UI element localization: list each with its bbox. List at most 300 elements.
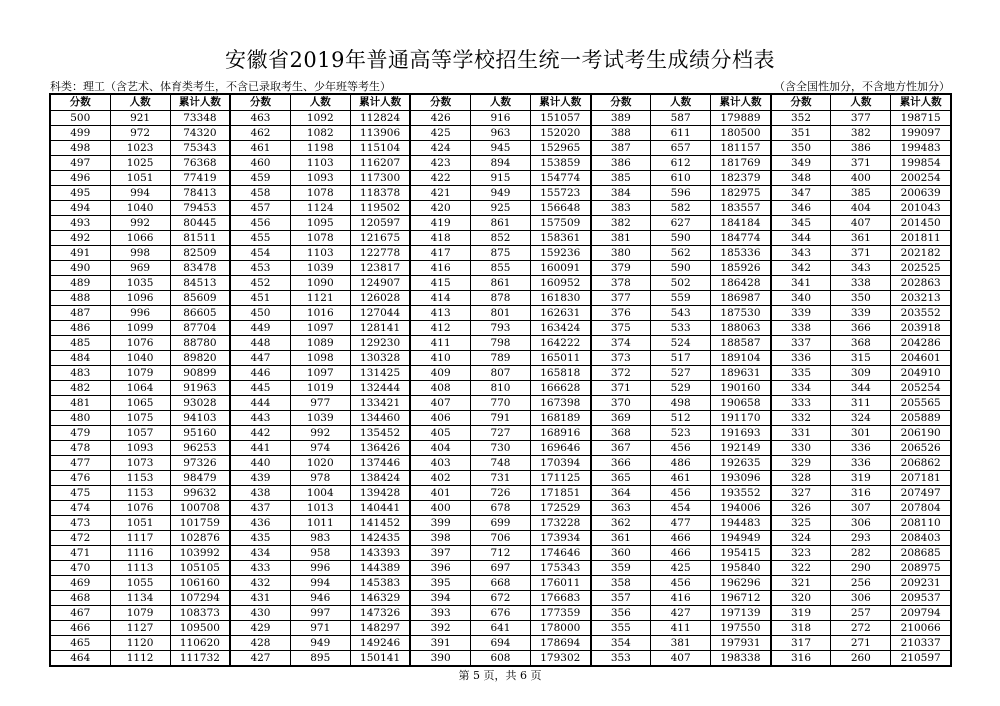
table-cell: 413: [410, 306, 470, 321]
table-cell: 101759: [170, 516, 230, 531]
table-cell: 488: [50, 291, 110, 306]
table-cell: 559: [651, 291, 711, 306]
table-cell: 1097: [290, 366, 350, 381]
table-cell: 204286: [891, 336, 951, 351]
table-cell: 321: [771, 576, 831, 591]
table-cell: 1064: [110, 381, 170, 396]
table-row: [50, 306, 951, 321]
table-cell: 194949: [711, 531, 771, 546]
table-cell: 209231: [891, 576, 951, 591]
table-row: [50, 486, 951, 501]
table-cell: 498: [651, 396, 711, 411]
table-row: [50, 531, 951, 546]
table-cell: 88780: [170, 336, 230, 351]
table-cell: 206190: [891, 426, 951, 441]
table-cell: 118378: [350, 186, 410, 201]
table-cell: 415: [410, 276, 470, 291]
table-cell: 977: [290, 396, 350, 411]
table-cell: 1035: [110, 276, 170, 291]
table-cell: 427: [651, 606, 711, 621]
table-cell: 487: [50, 306, 110, 321]
table-cell: 207181: [891, 471, 951, 486]
table-cell: 192635: [711, 456, 771, 471]
table-cell: 398: [410, 531, 470, 546]
table-cell: 1116: [110, 546, 170, 561]
table-cell: 878: [470, 291, 530, 306]
table-cell: 386: [591, 156, 651, 171]
table-cell: 395: [410, 576, 470, 591]
table-cell: 185926: [711, 261, 771, 276]
table-cell: 145383: [350, 576, 410, 591]
table-cell: 256: [831, 576, 891, 591]
table-row: [50, 501, 951, 516]
table-cell: 191170: [711, 411, 771, 426]
col-header: 人数: [470, 94, 530, 111]
table-row: [50, 441, 951, 456]
table-cell: 1075: [110, 411, 170, 426]
table-cell: 207804: [891, 501, 951, 516]
table-cell: 184774: [711, 231, 771, 246]
table-cell: 748: [470, 456, 530, 471]
table-cell: 345: [771, 216, 831, 231]
table-cell: 189631: [711, 366, 771, 381]
table-cell: 996: [110, 306, 170, 321]
table-cell: 423: [410, 156, 470, 171]
table-cell: 1076: [110, 501, 170, 516]
table-cell: 335: [771, 366, 831, 381]
table-cell: 921: [110, 111, 170, 126]
table-cell: 855: [470, 261, 530, 276]
table-cell: 434: [230, 546, 290, 561]
table-cell: 102876: [170, 531, 230, 546]
table-cell: 209537: [891, 591, 951, 606]
table-cell: 1039: [290, 411, 350, 426]
table-cell: 456: [651, 576, 711, 591]
table-cell: 627: [651, 216, 711, 231]
table-cell: 992: [290, 426, 350, 441]
table-cell: 1117: [110, 531, 170, 546]
table-cell: 499: [50, 126, 110, 141]
table-cell: 428: [230, 636, 290, 651]
table-cell: 371: [591, 381, 651, 396]
table-cell: 1098: [290, 351, 350, 366]
table-cell: 1076: [110, 336, 170, 351]
table-cell: 1093: [110, 441, 170, 456]
table-cell: 435: [230, 531, 290, 546]
table-cell: 186428: [711, 276, 771, 291]
table-cell: 441: [230, 441, 290, 456]
col-header: 人数: [651, 94, 711, 111]
table-cell: 672: [470, 591, 530, 606]
table-row: [50, 186, 951, 201]
table-cell: 180500: [711, 126, 771, 141]
table-cell: 293: [831, 531, 891, 546]
table-cell: 443: [230, 411, 290, 426]
table-cell: 403: [410, 456, 470, 471]
col-header: 人数: [290, 94, 350, 111]
table-cell: 86605: [170, 306, 230, 321]
table-row: [50, 141, 951, 156]
table-cell: 206862: [891, 456, 951, 471]
table-cell: 459: [230, 171, 290, 186]
table-cell: 974: [290, 441, 350, 456]
table-cell: 165011: [531, 351, 591, 366]
table-row: [50, 291, 951, 306]
table-cell: 205889: [891, 411, 951, 426]
table-cell: 678: [470, 501, 530, 516]
table-cell: 202863: [891, 276, 951, 291]
table-cell: 399: [410, 516, 470, 531]
table-cell: 416: [410, 261, 470, 276]
table-cell: 1040: [110, 351, 170, 366]
table-cell: 140441: [350, 501, 410, 516]
table-cell: 208403: [891, 531, 951, 546]
table-cell: 401: [410, 486, 470, 501]
table-cell: 1113: [110, 561, 170, 576]
table-cell: 375: [591, 321, 651, 336]
table-cell: 1079: [110, 366, 170, 381]
table-cell: 730: [470, 441, 530, 456]
table-cell: 427: [230, 651, 290, 667]
table-cell: 456: [651, 441, 711, 456]
table-cell: 1198: [290, 141, 350, 156]
table-cell: 184184: [711, 216, 771, 231]
table-cell: 85609: [170, 291, 230, 306]
table-cell: 187530: [711, 306, 771, 321]
table-cell: 152020: [531, 126, 591, 141]
table-cell: 396: [410, 561, 470, 576]
table-cell: 373: [591, 351, 651, 366]
table-cell: 466: [50, 621, 110, 636]
table-cell: 994: [290, 576, 350, 591]
table-cell: 1095: [290, 216, 350, 231]
table-cell: 371: [831, 156, 891, 171]
table-cell: 183557: [711, 201, 771, 216]
table-cell: 444: [230, 396, 290, 411]
table-cell: 471: [50, 546, 110, 561]
table-cell: 203213: [891, 291, 951, 306]
table-cell: 433: [230, 561, 290, 576]
table-cell: 404: [831, 201, 891, 216]
table-cell: 439: [230, 471, 290, 486]
table-cell: 155723: [531, 186, 591, 201]
table-cell: 331: [771, 426, 831, 441]
table-cell: 457: [230, 201, 290, 216]
table-cell: 1055: [110, 576, 170, 591]
table-cell: 407: [410, 396, 470, 411]
table-cell: 1057: [110, 426, 170, 441]
table-cell: 447: [230, 351, 290, 366]
table-cell: 328: [771, 471, 831, 486]
table-cell: 199854: [891, 156, 951, 171]
table-row: [50, 321, 951, 336]
table-cell: 430: [230, 606, 290, 621]
table-cell: 454: [651, 501, 711, 516]
table-cell: 346: [771, 201, 831, 216]
table-cell: 861: [470, 276, 530, 291]
table-cell: 408: [410, 381, 470, 396]
table-cell: 162631: [531, 306, 591, 321]
table-cell: 194483: [711, 516, 771, 531]
table-cell: 438: [230, 486, 290, 501]
table-row: [50, 366, 951, 381]
table-cell: 462: [230, 126, 290, 141]
table-cell: 1099: [110, 321, 170, 336]
table-cell: 326: [771, 501, 831, 516]
col-header: 累计人数: [170, 94, 230, 111]
table-cell: 997: [290, 606, 350, 621]
table-cell: 257: [831, 606, 891, 621]
table-cell: 205565: [891, 396, 951, 411]
table-cell: 309: [831, 366, 891, 381]
table-cell: 468: [50, 591, 110, 606]
table-cell: 144389: [350, 561, 410, 576]
table-cell: 121675: [350, 231, 410, 246]
table-cell: 611: [651, 126, 711, 141]
table-cell: 339: [771, 306, 831, 321]
table-cell: 340: [771, 291, 831, 306]
table-cell: 425: [410, 126, 470, 141]
table-cell: 996: [290, 561, 350, 576]
table-cell: 173228: [531, 516, 591, 531]
table-cell: 496: [50, 171, 110, 186]
table-cell: 163424: [531, 321, 591, 336]
table-cell: 197139: [711, 606, 771, 621]
table-cell: 793: [470, 321, 530, 336]
table-cell: 94103: [170, 411, 230, 426]
table-cell: 481: [50, 396, 110, 411]
table-cell: 394: [410, 591, 470, 606]
table-cell: 327: [771, 486, 831, 501]
table-cell: 179302: [531, 651, 591, 667]
table-cell: 429: [230, 621, 290, 636]
table-cell: 411: [651, 621, 711, 636]
table-cell: 123817: [350, 261, 410, 276]
table-cell: 494: [50, 201, 110, 216]
table-cell: 197931: [711, 636, 771, 651]
table-cell: 204910: [891, 366, 951, 381]
table-cell: 315: [831, 351, 891, 366]
table-cell: 109500: [170, 621, 230, 636]
table-cell: 132444: [350, 381, 410, 396]
table-cell: 306: [831, 516, 891, 531]
table-row: [50, 621, 951, 636]
table-cell: 477: [651, 516, 711, 531]
table-cell: 356: [591, 606, 651, 621]
table-cell: 474: [50, 501, 110, 516]
table-cell: 407: [831, 216, 891, 231]
table-cell: 442: [230, 426, 290, 441]
category-note: 科类：理工（含艺术、体育类考生，不含已录取考生、少年班等考生）: [50, 80, 391, 93]
table-cell: 455: [230, 231, 290, 246]
table-cell: 543: [651, 306, 711, 321]
table-cell: 159236: [531, 246, 591, 261]
table-cell: 319: [831, 471, 891, 486]
table-cell: 153859: [531, 156, 591, 171]
table-cell: 83478: [170, 261, 230, 276]
table-cell: 668: [470, 576, 530, 591]
table-cell: 99632: [170, 486, 230, 501]
table-cell: 467: [50, 606, 110, 621]
table-cell: 196296: [711, 576, 771, 591]
table-cell: 422: [410, 171, 470, 186]
table-cell: 160952: [531, 276, 591, 291]
table-cell: 182975: [711, 186, 771, 201]
table-cell: 189104: [711, 351, 771, 366]
table-cell: 371: [831, 246, 891, 261]
table-cell: 486: [50, 321, 110, 336]
table-cell: 465: [50, 636, 110, 651]
table-row: [50, 276, 951, 291]
table-cell: 347: [771, 186, 831, 201]
table-cell: 1079: [110, 606, 170, 621]
table-cell: 388: [591, 126, 651, 141]
table-cell: 529: [651, 381, 711, 396]
table-cell: 377: [591, 291, 651, 306]
table-cell: 282: [831, 546, 891, 561]
table-cell: 343: [831, 261, 891, 276]
table-cell: 476: [50, 471, 110, 486]
table-cell: 161830: [531, 291, 591, 306]
page-title: 安徽省2019年普通高等学校招生统一考试考生成绩分档表: [225, 48, 775, 72]
table-cell: 500: [50, 111, 110, 126]
table-cell: 348: [771, 171, 831, 186]
table-cell: 1019: [290, 381, 350, 396]
table-cell: 147326: [350, 606, 410, 621]
table-cell: 107294: [170, 591, 230, 606]
table-cell: 112824: [350, 111, 410, 126]
table-cell: 78413: [170, 186, 230, 201]
bonus-note: （含全国性加分，不含地方性加分）: [774, 80, 950, 93]
table-cell: 341: [771, 276, 831, 291]
table-cell: 175343: [531, 561, 591, 576]
table-cell: 916: [470, 111, 530, 126]
table-cell: 143393: [350, 546, 410, 561]
table-cell: 456: [230, 216, 290, 231]
table-cell: 91963: [170, 381, 230, 396]
table-cell: 706: [470, 531, 530, 546]
table-cell: 432: [230, 576, 290, 591]
table-cell: 323: [771, 546, 831, 561]
table-cell: 128141: [350, 321, 410, 336]
table-cell: 208110: [891, 516, 951, 531]
table-cell: 151057: [531, 111, 591, 126]
table-row: [50, 411, 951, 426]
table-cell: 362: [591, 516, 651, 531]
table-cell: 512: [651, 411, 711, 426]
table-cell: 409: [410, 366, 470, 381]
table-cell: 464: [50, 651, 110, 667]
table-cell: 657: [651, 141, 711, 156]
table-cell: 325: [771, 516, 831, 531]
table-cell: 483: [50, 366, 110, 381]
table-cell: 339: [831, 306, 891, 321]
table-cell: 382: [591, 216, 651, 231]
table-cell: 1078: [290, 231, 350, 246]
table-row: [50, 231, 951, 246]
table-cell: 590: [651, 231, 711, 246]
table-cell: 203552: [891, 306, 951, 321]
table-cell: 165818: [531, 366, 591, 381]
table-cell: 1078: [290, 186, 350, 201]
table-cell: 440: [230, 456, 290, 471]
table-cell: 210597: [891, 651, 951, 667]
table-cell: 1093: [290, 171, 350, 186]
table-cell: 378: [591, 276, 651, 291]
table-row: [50, 261, 951, 276]
table-cell: 344: [831, 381, 891, 396]
table-cell: 202525: [891, 261, 951, 276]
table-cell: 353: [591, 651, 651, 667]
col-header: 分数: [591, 94, 651, 111]
table-cell: 949: [290, 636, 350, 651]
col-header: 分数: [410, 94, 470, 111]
table-cell: 105105: [170, 561, 230, 576]
col-header: 分数: [230, 94, 290, 111]
table-cell: 324: [831, 411, 891, 426]
table-cell: 193096: [711, 471, 771, 486]
table-cell: 461: [230, 141, 290, 156]
table-cell: 181157: [711, 141, 771, 156]
table-cell: 949: [470, 186, 530, 201]
table-cell: 449: [230, 321, 290, 336]
table-cell: 133421: [350, 396, 410, 411]
table-cell: 366: [591, 456, 651, 471]
table-cell: 350: [771, 141, 831, 156]
table-cell: 587: [651, 111, 711, 126]
table-cell: 452: [230, 276, 290, 291]
table-cell: 998: [110, 246, 170, 261]
table-cell: 727: [470, 426, 530, 441]
table-cell: 392: [410, 621, 470, 636]
table-cell: 336: [831, 456, 891, 471]
table-cell: 712: [470, 546, 530, 561]
table-cell: 368: [591, 426, 651, 441]
table-cell: 311: [831, 396, 891, 411]
table-cell: 1124: [290, 201, 350, 216]
table-cell: 320: [771, 591, 831, 606]
table-cell: 120597: [350, 216, 410, 231]
table-cell: 307: [831, 501, 891, 516]
table-cell: 458: [230, 186, 290, 201]
table-cell: 798: [470, 336, 530, 351]
table-cell: 76368: [170, 156, 230, 171]
table-row: [50, 396, 951, 411]
table-cell: 527: [651, 366, 711, 381]
table-cell: 972: [110, 126, 170, 141]
col-header: 累计人数: [350, 94, 410, 111]
table-cell: 411: [410, 336, 470, 351]
table-cell: 495: [50, 186, 110, 201]
table-cell: 382: [831, 126, 891, 141]
table-cell: 358: [591, 576, 651, 591]
table-cell: 336: [771, 351, 831, 366]
table-cell: 152965: [531, 141, 591, 156]
table-cell: 149246: [350, 636, 410, 651]
table-cell: 130328: [350, 351, 410, 366]
table-cell: 82509: [170, 246, 230, 261]
table-cell: 136426: [350, 441, 410, 456]
table-cell: 360: [591, 546, 651, 561]
table-cell: 110620: [170, 636, 230, 651]
table-cell: 963: [470, 126, 530, 141]
table-cell: 377: [831, 111, 891, 126]
table-cell: 154774: [531, 171, 591, 186]
table-cell: 446: [230, 366, 290, 381]
table-cell: 381: [591, 231, 651, 246]
table-cell: 191693: [711, 426, 771, 441]
table-cell: 1153: [110, 486, 170, 501]
